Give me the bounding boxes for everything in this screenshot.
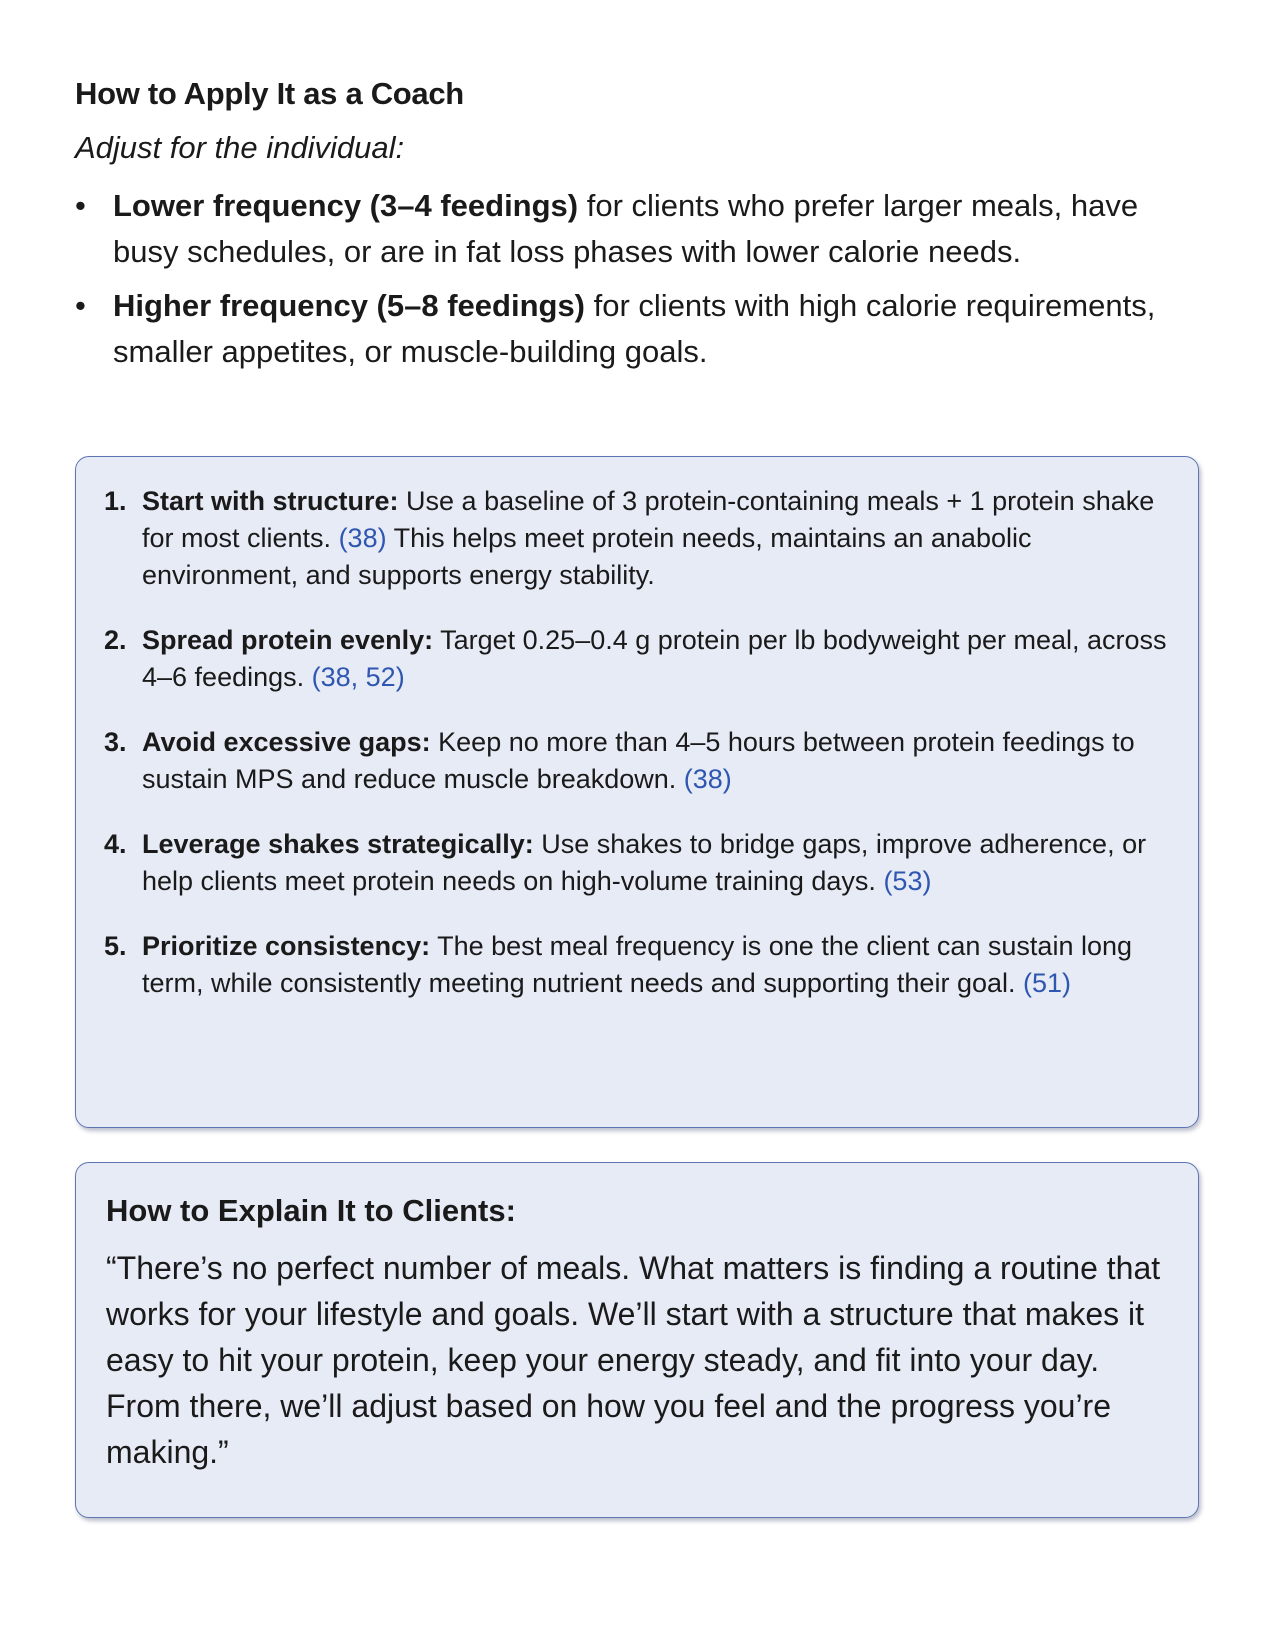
step-item [104,622,1170,696]
section-heading: How to Apply It as a Coach [75,76,464,111]
bullet-bold-label: Lower frequency (3–4 feedings) [113,188,579,223]
bullet-item-higher-frequency [75,283,1175,375]
step-text: The best meal frequency is one the client can sustain long term, while consistently meeting nutrient needs and supporting their goal. [142,931,1133,998]
bullet-dot-icon: • [75,288,86,323]
section-subheading: Adjust for the individual: [75,130,405,165]
step-number: 3. [104,727,127,757]
step-title: Start with structure: [142,486,399,516]
frequency-bullet-list [75,183,1175,383]
step-title: Leverage shakes strategically: [142,829,534,859]
citation-link[interactable]: (38) [683,764,732,794]
citation-link[interactable]: (38) [338,523,387,553]
step-item [104,928,1170,1002]
step-text: Use shakes to bridge gaps, improve adherence, or help clients meet protein needs on high-volume training days. [142,829,1147,896]
citation-link[interactable]: (53) [883,866,932,896]
citation-link[interactable]: (51) [1023,968,1072,998]
coaching-steps-list [76,457,1198,1002]
explain-to-clients-box [75,1162,1199,1518]
step-title: Spread protein evenly: [142,625,434,655]
step-item [104,724,1170,798]
explain-quote: “There’s no perfect number of meals. What matters is finding a routine that works for your lifestyle and goals. We’ll start with a structure that makes it easy to hit your protein, keep your energy steady, and fit into your day. From there, we’ll adjust based on how you feel and the progress you’re making.” [106,1250,1161,1470]
citation-link[interactable]: (38, 52) [311,662,405,692]
bullet-text: for clients who prefer larger meals, have busy schedules, or are in fat loss phases with lower calorie needs. [113,188,1139,269]
bullet-dot-icon: • [75,188,86,223]
step-number: 5. [104,931,127,961]
step-text: Target 0.25–0.4 g protein per lb bodyweight per meal, across 4–6 feedings. [142,625,1167,692]
bullet-item-lower-frequency [75,183,1175,275]
step-number: 1. [104,486,127,516]
bullet-bold-label: Higher frequency (5–8 feedings) [113,288,586,323]
step-text: Use a baseline of 3 protein-containing meals + 1 protein shake for most clients. [142,486,1155,553]
coaching-steps-box [75,456,1199,1128]
step-number: 2. [104,625,127,655]
step-item [104,483,1170,594]
step-item [104,826,1170,900]
step-text-after: This helps meet protein needs, maintains an anabolic environment, and supports energy stability. [142,523,1032,590]
step-text: Keep no more than 4–5 hours between protein feedings to sustain MPS and reduce muscle breakdown. [142,727,1135,794]
step-number: 4. [104,829,127,859]
step-title: Prioritize consistency: [142,931,431,961]
bullet-text: for clients with high calorie requirements, smaller appetites, or muscle-building goals. [113,288,1156,369]
step-title: Avoid excessive gaps: [142,727,431,757]
explain-title: How to Explain It to Clients: [106,1193,516,1228]
